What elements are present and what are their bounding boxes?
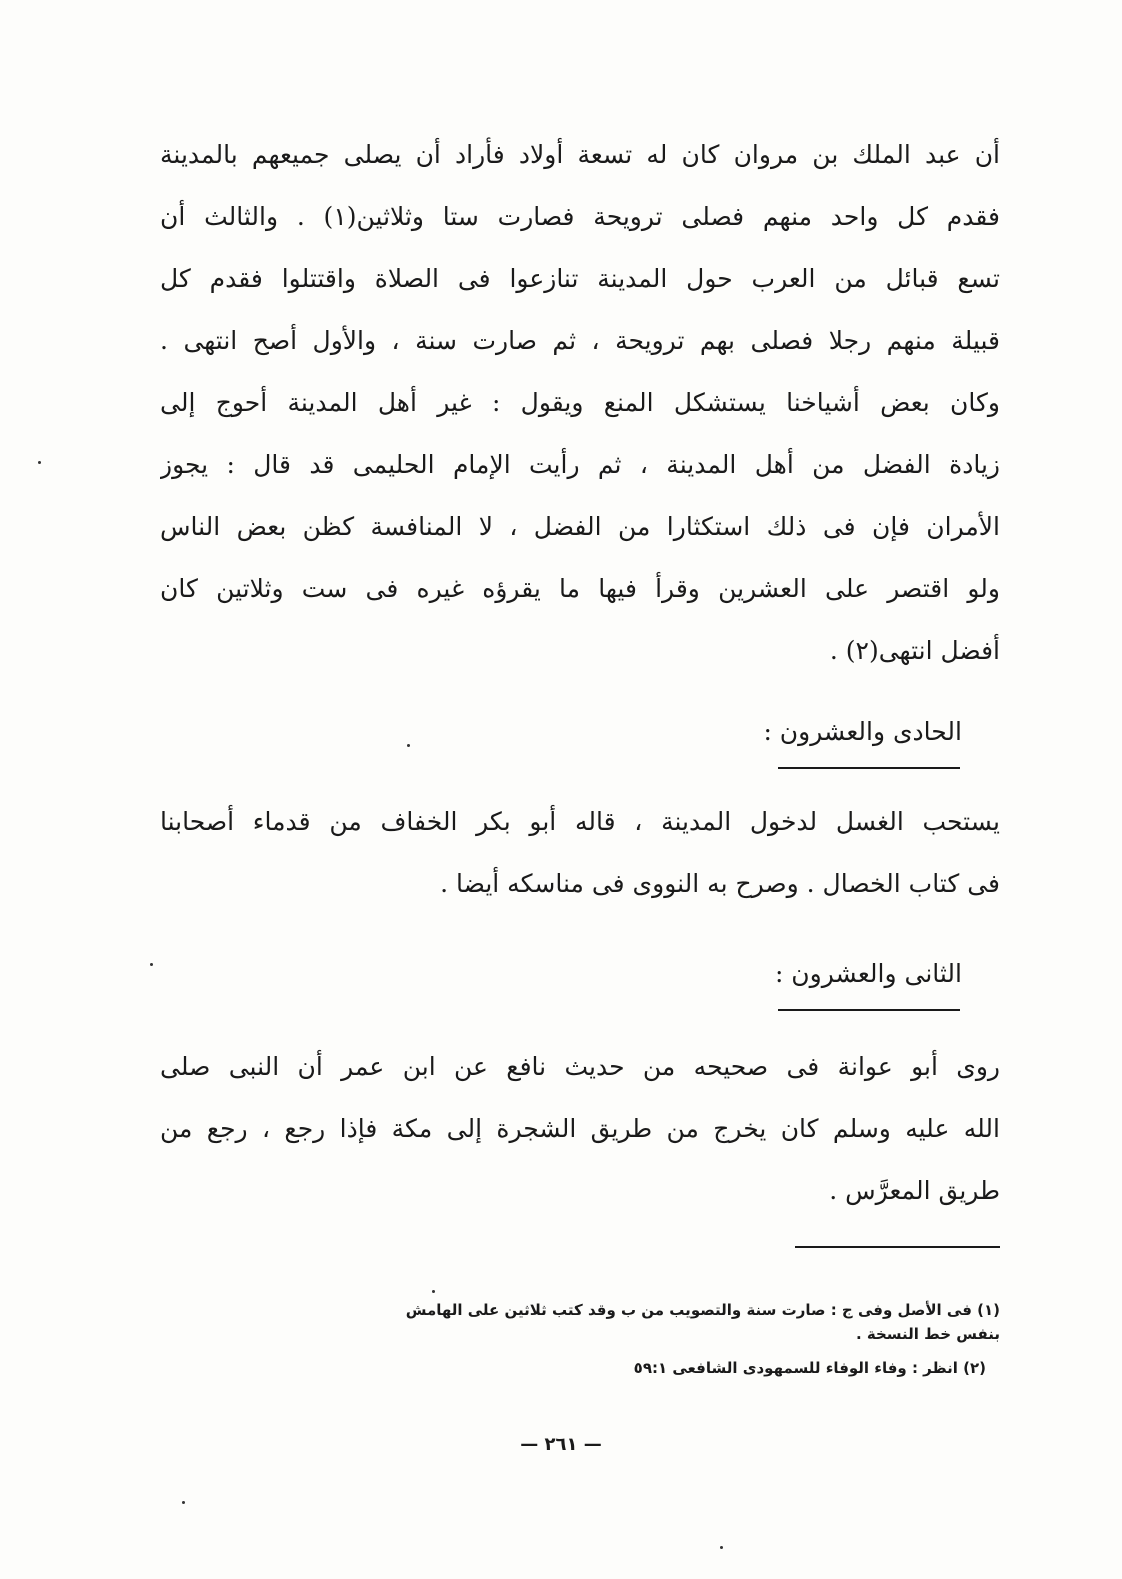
section-22-body <box>160 1036 1000 1222</box>
page-number: — ٢٦١ — <box>520 1434 602 1455</box>
scan-speck <box>38 461 41 464</box>
text-line: روى أبو عوانة فى صحيحه من حديث نافع عن ابن عمر أن النبى صلى <box>160 1052 1000 1081</box>
text-line: فقدم كل واحد منهم فصلى ترويحة فصارت ستا وثلاثين(١) . والثالث أن <box>160 202 1000 231</box>
footnote-2 <box>160 1356 1000 1380</box>
heading-underline <box>778 767 960 769</box>
text-line: طريق المعرَّس . <box>829 1176 1000 1205</box>
heading-underline <box>778 1009 960 1011</box>
footnote-1 <box>160 1298 1000 1346</box>
text-line: أفضل انتهى(٢) . <box>829 636 1000 665</box>
text-line: تسع قبائل من العرب حول المدينة تنازعوا فى الصلاة واقتتلوا فقدم كل <box>160 264 1000 293</box>
footnote-separator <box>795 1246 1000 1248</box>
text-line: الأمران فإن فى ذلك استكثارا من الفضل ، لا المنافسة كظن بعض الناس <box>160 512 1000 541</box>
footnote-line: (١) فى الأصل وفى ج : صارت سنة والتصويب من ب وقد كتب ثلاثين على الهامش <box>405 1301 1000 1319</box>
text-line: الله عليه وسلم كان يخرج من طريق الشجرة إلى مكة فإذا رجع ، رجع من <box>160 1114 1000 1143</box>
text-line: يستحب الغسل لدخول المدينة ، قاله أبو بكر الخفاف من قدماء أصحابنا <box>160 807 1000 836</box>
section-21-body <box>160 791 1000 915</box>
paragraph-1 <box>160 124 1000 682</box>
footnote-line: (٢) انظر : وفاء الوفاء للسمهودى الشافعى ٥٩:١ <box>633 1359 986 1377</box>
text-line: أن عبد الملك بن مروان كان له تسعة أولاد فأراد أن يصلى جميعهم بالمدينة <box>160 140 1000 169</box>
section-heading-22: الثانى والعشرون : <box>774 959 962 988</box>
text-line: وكان بعض أشياخنا يستشكل المنع ويقول : غير أهل المدينة أحوج إلى <box>160 388 1000 417</box>
text-line: ولو اقتصر على العشرين وقرأ فيها ما يقرؤه غيره فى ست وثلاتين كان <box>160 574 1000 603</box>
text-line: فى كتاب الخصال . وصرح به النووى فى مناسكه أيضا . <box>440 869 1000 898</box>
text-line: قبيلة منهم رجلا فصلى بهم ترويحة ، ثم صارت سنة ، والأول أصح انتهى . <box>160 326 1000 355</box>
scan-speck <box>150 963 153 966</box>
scan-speck <box>720 1546 723 1549</box>
scan-speck <box>407 744 410 747</box>
text-line: زيادة الفضل من أهل المدينة ، ثم رأيت الإمام الحليمى قد قال : يجوز <box>160 450 1000 479</box>
footnote-line: بنفس خط النسخة . <box>855 1325 1000 1343</box>
scan-speck <box>432 1290 435 1293</box>
scan-speck <box>182 1501 185 1504</box>
section-heading-21: الحادى والعشرون : <box>763 717 962 746</box>
footnotes <box>160 1298 1000 1380</box>
